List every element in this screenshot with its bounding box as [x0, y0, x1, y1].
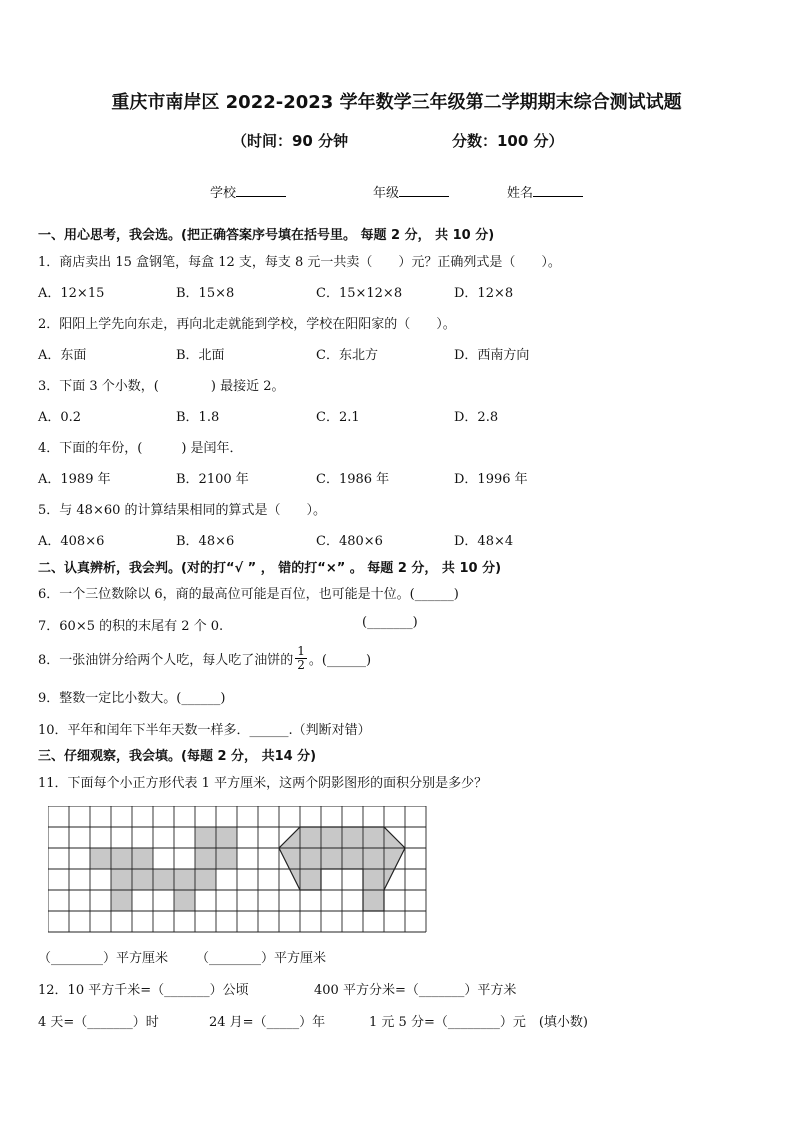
question-2: 2．阳阳上学先向东走，再向北走就能到学校，学校在阳阳家的（ ）。 [38, 317, 456, 332]
name-blank[interactable] [533, 184, 583, 197]
section-2-heading: 二、认真辨析，我会判。(对的打“√ ” ， 错的打“×” 。 每题 2 分， 共 10 分) [38, 561, 502, 576]
option-5a[interactable]: A．408×6 [38, 534, 105, 549]
question-11-answer-1[interactable]: （________）平方厘米 [38, 951, 169, 966]
option-3a[interactable]: A．0.2 [38, 410, 82, 425]
grade-label: 年级 [373, 186, 400, 201]
question-4: 4．下面的年份，( ) 是闰年． [38, 441, 243, 456]
question-10: 10．平年和闰年下半年天数一样多．______.（判断对错） [38, 723, 371, 738]
question-6: 6．一个三位数除以 6，商的最高位可能是百位，也可能是十位。(______) [38, 587, 459, 602]
area-grid-figure [48, 806, 428, 933]
option-1a[interactable]: A．12×15 [38, 286, 105, 301]
fraction-denominator: 2 [297, 657, 305, 672]
question-5: 5．与 48×60 的计算结果相同的算式是（ ）。 [38, 503, 327, 518]
grade-blank[interactable] [399, 184, 449, 197]
option-2c[interactable]: C．东北方 [316, 348, 378, 363]
question-1: 1．商店卖出 15 盒钢笔，每盒 12 支，每支 8 元一共卖（ ）元？正确列式是（ ）。 [38, 255, 561, 270]
option-3b[interactable]: B．1.8 [176, 410, 220, 425]
question-12-part-a[interactable]: 12．10 平方千米=（_______）公顷 [38, 983, 249, 998]
question-8-text: 8．一张油饼分给两个人吃，每人吃了油饼的 [38, 652, 294, 668]
fraction-numerator: 1 [297, 643, 305, 658]
question-11-answer-2[interactable]: （________）平方厘米 [196, 951, 327, 966]
option-2b[interactable]: B．北面 [176, 348, 225, 363]
question-12-part-b[interactable]: 400 平方分米=（_______）平方米 [314, 983, 517, 998]
question-12-part-e[interactable]: 1 元 5 分=（________）元 (填小数) [369, 1015, 588, 1030]
school-field[interactable] [210, 182, 286, 201]
option-4b[interactable]: B．2100 年 [176, 472, 249, 487]
option-4c[interactable]: C．1986 年 [316, 472, 390, 487]
question-11: 11．下面每个小正方形代表 1 平方厘米，这两个阴影图形的面积分别是多少？ [38, 776, 488, 791]
question-7: 7．60×5 的积的末尾有 2 个 0. [38, 619, 224, 634]
option-1c[interactable]: C．15×12×8 [316, 286, 403, 301]
school-label: 学校 [210, 186, 237, 201]
name-label: 姓名 [507, 186, 534, 201]
option-5d[interactable]: D．48×4 [454, 534, 514, 549]
grade-field[interactable] [373, 182, 449, 201]
page-title: 重庆市南岸区 2022-2023 学年数学三年级第二学期期末综合测试试题 [111, 92, 682, 113]
option-4a[interactable]: A．1989 年 [38, 472, 111, 487]
question-12-part-d[interactable]: 24 月=（_____）年 [209, 1015, 326, 1030]
section-3-heading: 三、仔细观察，我会填。(每题 2 分， 共14 分) [38, 749, 317, 764]
fraction-half [295, 645, 307, 672]
question-12-part-c[interactable]: 4 天=（_______）时 [38, 1015, 159, 1030]
grid-lines [48, 806, 426, 932]
option-4d[interactable]: D．1996 年 [454, 472, 528, 487]
option-5c[interactable]: C．480×6 [316, 534, 383, 549]
name-field[interactable] [507, 182, 583, 201]
question-7-blank[interactable]: (_______) [362, 615, 418, 630]
total-score: 分数：100 分） [452, 132, 564, 150]
question-8 [38, 640, 371, 676]
option-3d[interactable]: D．2.8 [454, 410, 499, 425]
time-limit: （时间：90 分钟 [232, 132, 349, 150]
option-2d[interactable]: D．西南方向 [454, 348, 530, 363]
section-1-heading: 一、用心思考，我会选。(把正确答案序号填在括号里。 每题 2 分， 共 10 分) [38, 228, 495, 243]
option-2a[interactable]: A．东面 [38, 348, 87, 363]
school-blank[interactable] [236, 184, 286, 197]
option-3c[interactable]: C．2.1 [316, 410, 360, 425]
question-8-blank[interactable]: 。(______) [308, 652, 372, 668]
option-1d[interactable]: D．12×8 [454, 286, 514, 301]
question-3: 3．下面 3 个小数，( ) 最接近 2。 [38, 379, 285, 394]
option-1b[interactable]: B．15×8 [176, 286, 235, 301]
option-5b[interactable]: B．48×6 [176, 534, 235, 549]
question-9: 9．整数一定比小数大。(______) [38, 691, 226, 706]
